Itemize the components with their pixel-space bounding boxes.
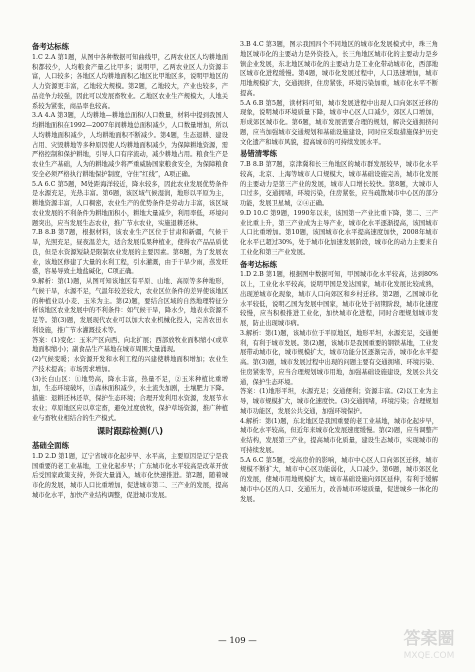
paragraph: 4.解析：第(1)题，东北地区是我国重要的老工业基地，城市化起步早，城市化水平较高，但近年来城市化发展速度缓慢。第(2)题，应当调整产业结构，发展第三产业，提高城市化质量，建设生态城市，实现城市的可持续发展。 (240, 417, 438, 454)
paragraph: 9.D 10.C 第9题，1990年以来，该国第一产业比重下降，第二、三产业比重上升，第三产业成为主导产业，城市化水平逐渐提高，该国城市人口比重增加。第10题，该国城市化水平提高速度加快，2008年城市化水平已超过30%，处于城市化加速发展阶段，城市化的动力主要来自工业化和第三产业发展。 (240, 209, 438, 256)
paragraph: 3.解析：第(1)题，该城市位于平原地区，地形平坦，水源充足，交通便利，有利于城市发展。第(2)题，该城市是我国重要的钢铁基地，工业发展带动城市化，城市规模扩大，城市功能分区逐渐完善，城市化水平提高。第(3)题，城市发展过程中出现的问题主要有交通拥堵、环境污染、住房紧张等，应当合理规划城市用地，加强基础设施建设，发展公共交通，保护生态环境。 (240, 329, 438, 386)
paragraph: 3.B 4.C 第3题，图示我国四个不同地区的城市化发展模式中，珠三角地区城市化的主要动力是外资投入，长三角地区城市化的主要动力是乡镇企业发展，东北地区城市化的主要动力是工业化带动城市化，西部地区城市化进程缓慢。第4题，城市化发展过程中，人口迅速增加，城市用地规模扩大，交通拥挤，住房紧张，环境污染加重，城市化水平不断提高。 (240, 41, 438, 97)
section-heading: 易错清零练 (240, 149, 277, 159)
paragraph: 1.C 2.A 第1题，从图中各种数据可知曲线甲，乙两农业区人均耕地面积都较少，人均粮食产量乙比甲多；说明甲，乙两农业区人力资源丰富，人口较多；各地区人均耕地面积乙地区比甲地区多，说明甲地区的人力资源更丰富，乙地较大规模。第2题，乙地较大，产业也较多，产品竞争力较强，因此可以发展畜牧业。乙地区农业生产规模大，人地关系较为紧张，商品率也较高。 (32, 53, 228, 110)
paragraph: 5.A 6.C 第5题，M处距海洋较近，降水较多，因此农业发展优势条件是水源充足，光热丰富。第6题，该区域气候湿润，地形以平原为主，耕地资源丰富，人口稠密，农业生产的优势条件是劳动力丰富，该区域农业发展的不利条件为耕地面积小，耕地大量减少，利用率低，环境问题突出，应当发展生态农业，推广节水农业，实施退耕还林。 (32, 180, 228, 227)
watermark-text: 答案圈 (403, 629, 455, 649)
paragraph: 7.B 8.B 第7题，根据材料，该农业生产区位于甘肃和新疆，气候干旱，光照充足，昼夜温差大，适合发展瓜果种植业，使得农产品品质优良，但是水资源短缺是限制农业发展的主要因素。第8题，为了发展农业，该地区修建了大量的水利工程，引水灌溉，由于干旱少雨，蒸发旺盛，容易导致土地盐碱化，C项正确。 (32, 229, 228, 276)
section-heading: 备考达标练 (32, 42, 69, 51)
paragraph: (2)气候变暖；水资源开发和水利工程的兴建使耕地面积增加；农业生产技术提高；市场需求增加。 (32, 356, 228, 373)
paragraph: 答案：(1)变化：玉米产区向西、向北扩展；西部放牧业面积缩小(或草地面积缩小)；副食品生产基地在城市周围大量涌现。 (32, 336, 228, 354)
section-heading: 基础全面练 (32, 441, 69, 450)
page-number: — 109 — (218, 636, 257, 646)
paragraph: 7.B 8.B 第7题，京津冀和长三角地区的城市群发展较早，城市化水平较高，北京、上海等城市人口规模大，城市基础设施完善，城市化发展的主要动力是第三产业的发展，城市人口增长较快。第8题，大城市人口过多，交通拥堵，环境污染，住房紧张，应当疏散城市中心区的部分功能，发展卫星城，②④正确。 (240, 161, 438, 207)
paragraph: 3.A 4.A 第3题，人均耕地—耕地总面积/人口数量，材料中提到我国人均耕地面积在1992—2007年间耕地总面积减少，人口数量增加，所以人均耕地面积减少，人均耕地面积不断减少。第4题，生态退耕、建设占用、灾毁耕地等多种原因使人均耕地面积减少，为保障耕地资源，需严格控制和保护耕地，引导人口有序流动，减少耕地占用。粮食生产是农业生产基础，人为的耕地减少将严重威胁国家粮食安全，为保障粮食安全必须严格执行耕地保护制度，守住“红线”，A项正确。 (32, 112, 228, 178)
chapter-heading: 课时跟踪检测(八) (96, 426, 164, 437)
paragraph: 1.D 2.B 第1题，根据图中数据可知，甲国城市化水平较高，达到80%以上，工业化水平较高，说明甲国是发达国家，城市化发展比较成熟，出现逆城市化现象，城市人口向郊区和乡村迁移。第2题，乙国城市化水平较低，说明乙国为发展中国家，城市化处于初期阶段，城市化速度较慢，应当积极推进工业化，加快城市化进程，同时合理规划城市发展，防止出现城市病。 (240, 271, 438, 327)
paragraph: 5.A 6.B 第5题，读材料可知，城市发展进程中出现人口向郊区迁移的现象，说明城市环境质量下降，城市中心区人口减少，郊区人口增加，形成郊区城市化。第6题，城市发展需要合理的规划，解决交通拥挤问题，应当加强城市交通规划和基础设施建设，同时应采取措施保护历史文化遗产和城市风貌，提高城市的可持续发展水平。 (240, 99, 438, 146)
left-column (32, 40, 228, 501)
right-column (240, 40, 438, 504)
paragraph: 9.解析：第(1)题，从图可知该地区有平原、山地、高原等多种地形，气候干旱，水源不足，气温年较差较大，农业区位条件的差异使该地区的种植业以小麦、玉米为主。第(2)题，要结合区域的自然地理特征分析该地区农业发展中的不利条件：如气候干旱，降水少，地表水资源不足等。第(3)题，发展现代农业可以加大农业机械化投入，完善农田水利设施，推广节水灌溉技术等。 (32, 278, 228, 334)
paragraph: 5.A 6.C 第5题，受高房价的影响，城市中心区人口向郊区迁移，城市规模不断扩大，城市中心区功能弱化，人口减少。第6题，城市郊区化的发展，使城市用地规模扩大，城市基础设施向郊区延伸，有利于缓解城市中心区的人口、交通压力，改善城市环境质量，促进城乡一体化的发展。 (240, 456, 438, 503)
section-heading: 备考达标练 (240, 259, 277, 269)
paragraph: (3)长白山区：①地势高，降水丰富，热量不足，②玉米种植比重增加，生态环境破坏，③森林面积减少，水土流失加剧，土壤肥力下降。措施：退耕还林还草，保护生态环境；合理开发利用水资源，发展节水农业；草原地区应以草定畜，避免过度放牧，保护草场资源，推广种植业与畜牧业相结合的生产模式。 (32, 375, 228, 422)
paragraph: 答案：(1)地形平坦，水源充足；交通便利；资源丰富。(2)以工业为主导，城市规模扩大，城市化速度快。(3)交通拥堵，环境污染；合理规划城市功能区，发展公共交通，加强环境保护。 (240, 388, 438, 415)
paragraph: 1.D 2.D 第1题，辽宁省城市化起步早、水平高，主要原因是辽宁是我国重要的老工业基地，工业化起步早；广东城市化水平较高是改革开放后受国家政策支持，外资大量涌入，城市化快速推进。第2题，随着城市化的发展，城市人口比重增加，促进城市第二、三产业的发展，提高城市化水平，加快产业结构调整，促进城市发展。 (32, 452, 228, 499)
watermark-logo (393, 622, 465, 664)
watermark-url: MXQE.COM (403, 651, 455, 661)
